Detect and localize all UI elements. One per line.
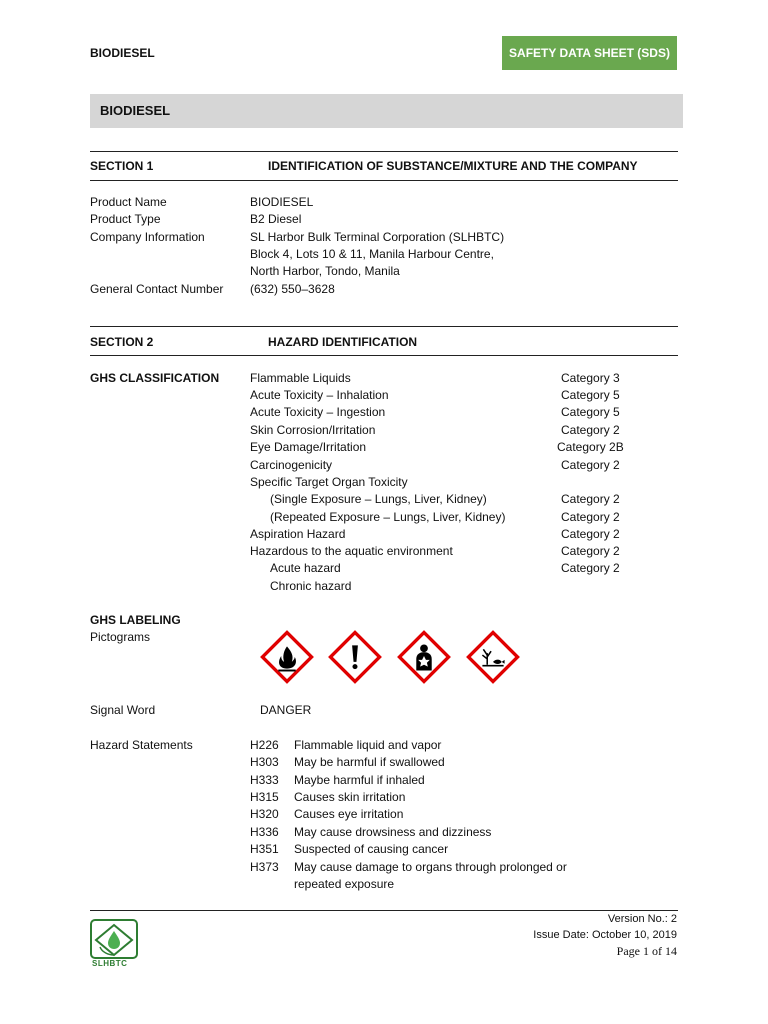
section1-row-label: Product Type	[90, 212, 161, 226]
document-title: BIODIESEL	[90, 46, 155, 60]
section2-title: HAZARD IDENTIFICATION	[268, 335, 418, 349]
classification-hazard: Acute hazard	[270, 561, 341, 575]
section1-row-label: Product Name	[90, 195, 167, 209]
hazard-statement-text: May cause drowsiness and dizziness	[294, 825, 492, 839]
company-logo-text: SLHBTC	[92, 959, 128, 968]
hazard-statement-text: Causes skin irritation	[294, 790, 406, 804]
classification-category: Category 2	[561, 423, 620, 437]
page-number: Page 1 of 14	[616, 944, 677, 958]
ghs-labeling-label: GHS LABELING	[90, 613, 181, 627]
section1-row-value: B2 Diesel	[250, 212, 302, 226]
section2-number: SECTION 2	[90, 335, 154, 349]
classification-category: Category 5	[561, 388, 620, 402]
hazard-statement-code: H336	[250, 825, 279, 839]
classification-hazard: Acute Toxicity – Ingestion	[250, 405, 386, 419]
flame-icon	[260, 630, 314, 684]
classification-category: Category 2	[561, 561, 620, 575]
section1-title: IDENTIFICATION OF SUBSTANCE/MIXTURE AND THE COMPANY	[268, 159, 638, 173]
section2-bottom-rule	[90, 355, 678, 356]
classification-category: Category 2	[561, 544, 620, 558]
section1-row-value: BIODIESEL	[250, 195, 314, 209]
classification-category: Category 2	[561, 458, 620, 472]
classification-hazard: Specific Target Organ Toxicity	[250, 475, 408, 489]
hazard-statement-text: Causes eye irritation	[294, 807, 404, 821]
classification-hazard: Acute Toxicity – Inhalation	[250, 388, 389, 402]
section1-number: SECTION 1	[90, 159, 154, 173]
hazard-statement-text: May cause damage to organs through prolonged or	[294, 860, 567, 874]
title-bar	[90, 94, 683, 128]
classification-hazard: Aspiration Hazard	[250, 527, 346, 541]
hazard-statement-text: May be harmful if swallowed	[294, 755, 445, 769]
issue-date: Issue Date: October 10, 2019	[533, 929, 677, 941]
section1-row-label: Company Information	[90, 230, 205, 244]
classification-hazard: (Repeated Exposure – Lungs, Liver, Kidney)	[270, 510, 506, 524]
classification-category: Category 3	[561, 371, 620, 385]
classification-category: Category 2	[561, 527, 620, 541]
hazard-statement-code: H333	[250, 773, 279, 787]
footer-rule	[90, 910, 678, 911]
classification-hazard: Skin Corrosion/Irritation	[250, 423, 376, 437]
hazard-statement-code: H373	[250, 860, 279, 874]
environment-icon	[466, 630, 520, 684]
hazard-statement-text: Maybe harmful if inhaled	[294, 773, 425, 787]
hazard-statement-code: H320	[250, 807, 279, 821]
classification-category: Category 2	[561, 492, 620, 506]
hazard-statement-code: H315	[250, 790, 279, 804]
classification-hazard: Hazardous to the aquatic environment	[250, 544, 453, 558]
section1-row-value: Block 4, Lots 10 & 11, Manila Harbour Centre,	[250, 247, 494, 261]
classification-hazard: Eye Damage/Irritation	[250, 440, 367, 454]
exclamation-icon	[328, 630, 382, 684]
section1-row-value: SL Harbor Bulk Terminal Corporation (SLHBTC)	[250, 230, 505, 244]
signal-word-value: DANGER	[260, 703, 312, 717]
section1-bottom-rule	[90, 180, 678, 181]
classification-category: Category 5	[561, 405, 620, 419]
classification-hazard: (Single Exposure – Lungs, Liver, Kidney)	[270, 492, 487, 506]
section1-top-rule	[90, 151, 678, 152]
classification-hazard: Chronic hazard	[270, 579, 352, 593]
section2-top-rule	[90, 326, 678, 327]
hazard-statement-text: Flammable liquid and vapor	[294, 738, 442, 752]
section1-row-label: General Contact Number	[90, 282, 224, 296]
hazard-statement-code: H303	[250, 755, 279, 769]
hazard-statement-text: Suspected of causing cancer	[294, 842, 449, 856]
hazard-statement-code: H351	[250, 842, 279, 856]
signal-word-label: Signal Word	[90, 703, 156, 717]
classification-category: Category 2B	[557, 440, 624, 454]
section1-row-value: (632) 550–3628	[250, 282, 335, 296]
ghs-classification-label: GHS CLASSIFICATION	[90, 371, 220, 385]
classification-hazard: Carcinogenicity	[250, 458, 333, 472]
version-number: Version No.: 2	[607, 913, 677, 925]
sds-badge: SAFETY DATA SHEET (SDS)	[502, 36, 677, 70]
hazard-statements-label: Hazard Statements	[90, 738, 193, 752]
hazard-statement-code: H226	[250, 738, 279, 752]
section1-row-value: North Harbor, Tondo, Manila	[250, 264, 400, 278]
classification-hazard: Flammable Liquids	[250, 371, 351, 385]
classification-category: Category 2	[561, 510, 620, 524]
title-bar-label: BIODIESEL	[100, 103, 171, 118]
health-hazard-icon	[397, 630, 451, 684]
pictograms-label: Pictograms	[90, 630, 151, 644]
hazard-statement-text: repeated exposure	[294, 877, 395, 891]
